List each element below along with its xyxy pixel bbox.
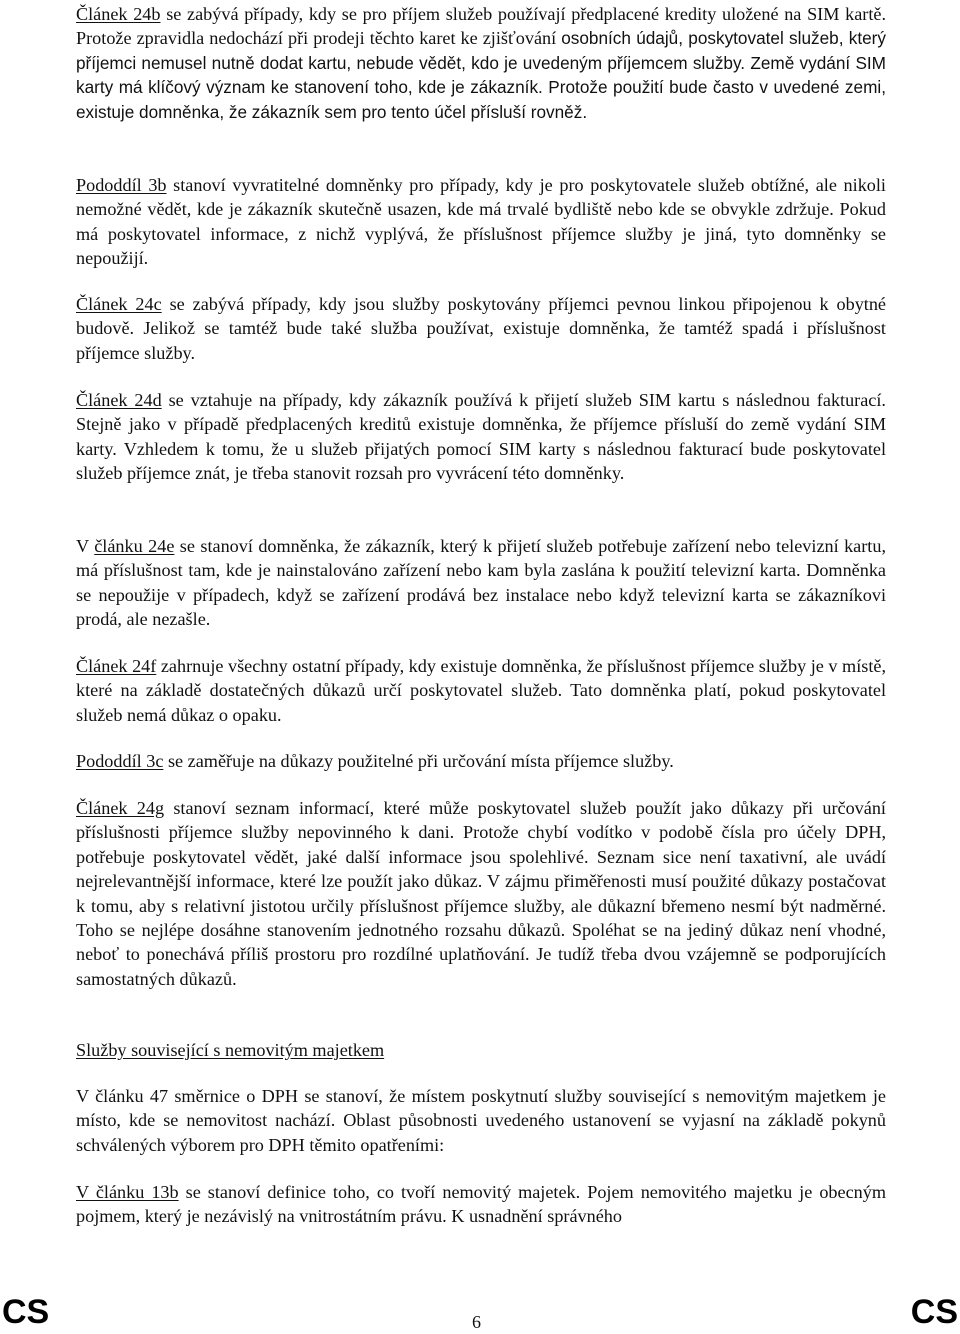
article-reference: Článek 24b [76,4,161,24]
page-number: 6 [472,1312,481,1332]
article-reference: článku 24e [94,536,175,556]
paragraph-subsection-3b [76,173,886,271]
paragraph-text: se stanoví domněnka, že zákazník, který k přijetí služeb potřebuje zařízení nebo televizní kartu, má příslušnost tam, kde je nainstalováno zařízení nebo kam byla zaslána k použití televizní karta. Domněnka se nepoužije v případech, když se zařízení prodává bez instalace nebo když televizní karta se zákazníkovi prodá, ale nezašle. [76,536,886,630]
paragraph-article-24b [76,2,886,124]
article-reference: Článek 24c [76,294,162,314]
paragraph-text: se zabývá případy, kdy jsou služby poskytovány příjemci pevnou linkou připojenou k obytné budově. Jelikož se tamtéž bude také služba používat, existuje domněnka, že tamtéž spadá i příslušnost příjemce služby. [76,294,887,363]
article-reference: Článek 24g [76,798,165,818]
paragraph-article-47 [76,1084,886,1157]
article-reference: Pododdíl 3c [76,751,164,771]
section-heading [76,1038,886,1062]
article-reference: V článku 13b [76,1182,179,1202]
paragraph-article-24e [76,534,886,632]
paragraph-text: V článku 47 směrnice o DPH se stanoví, že místem poskytnutí služby související s nemovitým majetkem je místo, kde se nemovitost nachází. Oblast působnosti uvedeného ustanovení se vyjasní na základě pokynů schválených výborem pro DPH těmito opatřeními: [76,1086,886,1155]
paragraph-article-24c [76,292,886,365]
paragraph-article-24f [76,654,886,727]
footer-language-code-right: CS [910,1293,958,1331]
paragraph-text: se vztahuje na případy, kdy zákazník používá k přijetí služeb SIM kartu s následnou fakturací. Stejně jako v případě předplacených kreditů existuje domněnka, že příjemce přísluší do země vydání SIM karty. Vzhledem k tomu, že u služeb přijatých pomocí SIM karty s následnou fakturací bude poskytovatel služeb příjemce znát, je třeba stanovit rozsah pro vyvrácení této domněnky. [76,390,886,484]
paragraph-lead: V [76,536,95,556]
paragraph-text: se zabývá případy, kdy se pro příjem služeb používají předplacené kredity uložené na SIM kartě. Protože zpravidla nedochází při prodeji těchto karet ke zjišťování [76,4,886,49]
paragraph-text: se stanoví definice toho, co tvoří nemovitý majetek. Pojem nemovitého majetku je obecným pojmem, který je nezávislý na vnitrostátním právu. K usnadnění správného [76,1182,886,1227]
article-reference: Článek 24f [76,656,157,676]
paragraph-text: osobních údajů, poskytovatel služeb, který příjemci nemusel nutně dodat kartu, nebude vědět, kdo je uvedeným příjemcem služby. Země vydání SIM karty má klíčový význam ke stanovení toho, kde je zákazník. Protože použití bude často v uvedené zemi, existuje domněnka, že zákazník sem pro tento účel přísluší rovněž. [76,28,886,122]
paragraph-article-13b [76,1180,886,1229]
paragraph-text: se zaměřuje na důkazy použitelné při určování místa příjemce služby. [163,751,674,771]
footer-language-code-left: CS [2,1293,50,1331]
paragraph-subsection-3c [76,749,886,773]
section-heading-text: Služby související s nemovitým majetkem [76,1040,385,1060]
paragraph-article-24g [76,796,886,991]
article-reference: Pododdíl 3b [76,175,167,195]
article-reference: Článek 24d [76,390,162,410]
paragraph-text: zahrnuje všechny ostatní případy, kdy existuje domněnka, že příslušnost příjemce služby je v místě, které na základě dostatečných důkazů určí poskytovatel služeb. Tato domněnka platí, pokud poskytovatel služeb nemá důkaz o opaku. [76,656,886,725]
paragraph-text: stanoví seznam informací, které může poskytovatel služeb použít jako důkazy při určování příslušnosti příjemce služby nepovinného k dani. Protože chybí vodítko v podobě čísla pro účely DPH, potřebuje poskytovatel vědět, jaké další informace jsou spolehlivé. Seznam sice není taxativní, ale uvádí nejrelevantnější informace, které lze použít jako důkaz. V zájmu přiměřenosti musí použité důkazy postačovat k tomu, aby s relativní jistotou určily příslušnost příjemce služby, ale důkazní břemeno nesmí být nadměrné. Toho se nejlépe dosáhne stanovením jednotného rozsahu důkazů. Spoléhat se na jediný důkaz není vhodné, neboť to ponechává příliš prostoru pro rozdílné uplatňování. Je tudíž třeba dvou vzájemně se podporujících samostatných důkazů. [76,798,886,989]
paragraph-text: stanoví vyvratitelné domněnky pro případy, kdy je pro poskytovatele služeb obtížné, ale nikoli nemožné vědět, kde je zákazník skutečně usazen, kde má trvalé bydliště nebo kde se obvykle zdržuje. Pokud má poskytovatel informace, z nichž vyplývá, že příslušnost příjemce služby je jiná, tyto domněnky se nepoužijí. [76,175,886,269]
paragraph-article-24d [76,388,886,486]
